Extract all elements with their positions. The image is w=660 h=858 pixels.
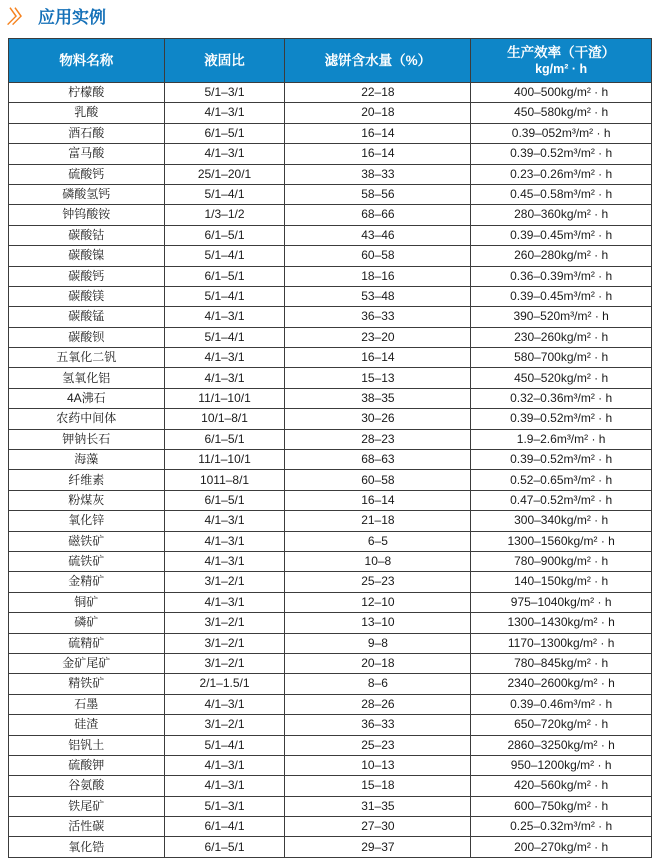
- ratio-cell: 4/1–3/1: [164, 511, 285, 531]
- efficiency-cell: 950–1200kg/m² · h: [471, 755, 652, 775]
- table-row: [9, 613, 652, 633]
- moisture-cell: 20–18: [285, 103, 471, 123]
- material-name-cell: 磁铁矿: [9, 531, 165, 551]
- moisture-cell: 16–14: [285, 348, 471, 368]
- ratio-cell: 5/1–4/1: [164, 735, 285, 755]
- material-name-cell: 酒石酸: [9, 123, 165, 143]
- table-row: [9, 694, 652, 714]
- double-chevron-icon: 〉〉: [6, 7, 29, 27]
- ratio-cell: 11/1–10/1: [164, 388, 285, 408]
- ratio-cell: 4/1–3/1: [164, 694, 285, 714]
- ratio-cell: 11/1–10/1: [164, 450, 285, 470]
- table-row: [9, 266, 652, 286]
- efficiency-cell: 0.39–0.45m³/m² · h: [471, 286, 652, 306]
- header-production-efficiency-unit: kg/m² · h: [535, 62, 588, 77]
- table-row: [9, 123, 652, 143]
- ratio-cell: 6/1–5/1: [164, 123, 285, 143]
- moisture-cell: 8–6: [285, 674, 471, 694]
- moisture-cell: 21–18: [285, 511, 471, 531]
- table-header: [9, 39, 652, 83]
- material-name-cell: 氧化锌: [9, 511, 165, 531]
- efficiency-cell: 0.39–0.45m³/m² · h: [471, 225, 652, 245]
- moisture-cell: 23–20: [285, 327, 471, 347]
- ratio-cell: 3/1–2/1: [164, 613, 285, 633]
- material-name-cell: 碳酸镍: [9, 246, 165, 266]
- moisture-cell: 9–8: [285, 633, 471, 653]
- table-row: [9, 511, 652, 531]
- material-name-cell: 五氧化二钒: [9, 348, 165, 368]
- material-name-cell: 石墨: [9, 694, 165, 714]
- ratio-cell: 6/1–5/1: [164, 266, 285, 286]
- moisture-cell: 28–23: [285, 429, 471, 449]
- material-name-cell: 金精矿: [9, 572, 165, 592]
- material-name-cell: 乳酸: [9, 103, 165, 123]
- ratio-cell: 4/1–3/1: [164, 755, 285, 775]
- ratio-cell: 4/1–3/1: [164, 144, 285, 164]
- moisture-cell: 58–56: [285, 184, 471, 204]
- ratio-cell: 5/1–3/1: [164, 796, 285, 816]
- table-row: [9, 490, 652, 510]
- table-row: [9, 388, 652, 408]
- table-row: [9, 103, 652, 123]
- moisture-cell: 6–5: [285, 531, 471, 551]
- efficiency-cell: 580–700kg/m² · h: [471, 348, 652, 368]
- material-name-cell: 硫酸钾: [9, 755, 165, 775]
- table-row: [9, 205, 652, 225]
- material-name-cell: 碳酸镁: [9, 286, 165, 306]
- ratio-cell: 1011–8/1: [164, 470, 285, 490]
- efficiency-cell: 975–1040kg/m² · h: [471, 592, 652, 612]
- efficiency-cell: 0.45–0.58m³/m² · h: [471, 184, 652, 204]
- ratio-cell: 6/1–5/1: [164, 490, 285, 510]
- table-row: [9, 164, 652, 184]
- material-name-cell: 磷酸氢钙: [9, 184, 165, 204]
- material-name-cell: 硫铁矿: [9, 551, 165, 571]
- moisture-cell: 36–33: [285, 715, 471, 735]
- moisture-cell: 38–33: [285, 164, 471, 184]
- table-row: [9, 735, 652, 755]
- efficiency-cell: 0.39–0.52m³/m² · h: [471, 144, 652, 164]
- efficiency-cell: 0.36–0.39m³/m² · h: [471, 266, 652, 286]
- moisture-cell: 31–35: [285, 796, 471, 816]
- table-row: [9, 184, 652, 204]
- table-row: [9, 776, 652, 796]
- material-name-cell: 碳酸锰: [9, 307, 165, 327]
- moisture-cell: 60–58: [285, 470, 471, 490]
- efficiency-cell: 450–580kg/m² · h: [471, 103, 652, 123]
- ratio-cell: 4/1–3/1: [164, 348, 285, 368]
- ratio-cell: 4/1–3/1: [164, 307, 285, 327]
- table-row: [9, 307, 652, 327]
- efficiency-cell: 450–520kg/m² · h: [471, 368, 652, 388]
- moisture-cell: 10–13: [285, 755, 471, 775]
- table-row: [9, 715, 652, 735]
- material-name-cell: 氧化锆: [9, 837, 165, 857]
- efficiency-cell: 300–340kg/m² · h: [471, 511, 652, 531]
- efficiency-cell: 2860–3250kg/m² · h: [471, 735, 652, 755]
- header-liquid-solid-ratio: 液固比: [164, 39, 285, 83]
- moisture-cell: 10–8: [285, 551, 471, 571]
- efficiency-cell: 2340–2600kg/m² · h: [471, 674, 652, 694]
- moisture-cell: 60–58: [285, 246, 471, 266]
- moisture-cell: 38–35: [285, 388, 471, 408]
- efficiency-cell: 200–270kg/m² · h: [471, 837, 652, 857]
- application-examples-table: [8, 38, 652, 858]
- ratio-cell: 5/1–4/1: [164, 184, 285, 204]
- efficiency-cell: 780–900kg/m² · h: [471, 551, 652, 571]
- material-name-cell: 4A沸石: [9, 388, 165, 408]
- efficiency-cell: 390–520m³/m² · h: [471, 307, 652, 327]
- moisture-cell: 36–33: [285, 307, 471, 327]
- ratio-cell: 3/1–2/1: [164, 572, 285, 592]
- header-production-efficiency-line1: 生产效率（干渣）: [507, 44, 616, 60]
- moisture-cell: 68–66: [285, 205, 471, 225]
- section-title-row: [8, 5, 652, 29]
- ratio-cell: 6/1–4/1: [164, 817, 285, 837]
- ratio-cell: 3/1–2/1: [164, 633, 285, 653]
- efficiency-cell: 0.32–0.36m³/m² · h: [471, 388, 652, 408]
- table-row: [9, 348, 652, 368]
- efficiency-cell: 0.25–0.32m³/m² · h: [471, 817, 652, 837]
- header-material-name: 物料名称: [9, 39, 165, 83]
- ratio-cell: 4/1–3/1: [164, 531, 285, 551]
- material-name-cell: 钟钨酸铵: [9, 205, 165, 225]
- material-name-cell: 铁尾矿: [9, 796, 165, 816]
- ratio-cell: 6/1–5/1: [164, 429, 285, 449]
- moisture-cell: 30–26: [285, 409, 471, 429]
- efficiency-cell: 0.23–0.26m³/m² · h: [471, 164, 652, 184]
- table-row: [9, 817, 652, 837]
- material-name-cell: 活性碳: [9, 817, 165, 837]
- moisture-cell: 25–23: [285, 735, 471, 755]
- table-row: [9, 796, 652, 816]
- material-name-cell: 钾钠长石: [9, 429, 165, 449]
- ratio-cell: 5/1–4/1: [164, 327, 285, 347]
- efficiency-cell: 400–500kg/m² · h: [471, 83, 652, 103]
- table-body: [9, 83, 652, 858]
- table-row: [9, 83, 652, 103]
- moisture-cell: 15–13: [285, 368, 471, 388]
- moisture-cell: 68–63: [285, 450, 471, 470]
- moisture-cell: 15–18: [285, 776, 471, 796]
- ratio-cell: 6/1–5/1: [164, 837, 285, 857]
- efficiency-cell: 650–720kg/m² · h: [471, 715, 652, 735]
- moisture-cell: 12–10: [285, 592, 471, 612]
- table-row: [9, 225, 652, 245]
- material-name-cell: 碳酸钴: [9, 225, 165, 245]
- header-production-efficiency: [471, 39, 652, 83]
- table-row: [9, 572, 652, 592]
- material-name-cell: 纤维素: [9, 470, 165, 490]
- efficiency-cell: 0.39–0.46m³/m² · h: [471, 694, 652, 714]
- ratio-cell: 2/1–1.5/1: [164, 674, 285, 694]
- table-row: [9, 144, 652, 164]
- header-cake-moisture: 滤饼含水量（%）: [285, 39, 471, 83]
- efficiency-cell: 780–845kg/m² · h: [471, 653, 652, 673]
- material-name-cell: 精铁矿: [9, 674, 165, 694]
- material-name-cell: 磷矿: [9, 613, 165, 633]
- ratio-cell: 10/1–8/1: [164, 409, 285, 429]
- material-name-cell: 谷氨酸: [9, 776, 165, 796]
- table-row: [9, 327, 652, 347]
- table-row: [9, 633, 652, 653]
- table-row: [9, 470, 652, 490]
- moisture-cell: 53–48: [285, 286, 471, 306]
- efficiency-cell: 1170–1300kg/m² · h: [471, 633, 652, 653]
- table-row: [9, 551, 652, 571]
- ratio-cell: 4/1–3/1: [164, 551, 285, 571]
- ratio-cell: 5/1–4/1: [164, 246, 285, 266]
- moisture-cell: 16–14: [285, 490, 471, 510]
- material-name-cell: 碳酸钙: [9, 266, 165, 286]
- efficiency-cell: 260–280kg/m² · h: [471, 246, 652, 266]
- efficiency-cell: 0.39–0.52m³/m² · h: [471, 409, 652, 429]
- efficiency-cell: 140–150kg/m² · h: [471, 572, 652, 592]
- efficiency-cell: 420–560kg/m² · h: [471, 776, 652, 796]
- table-row: [9, 286, 652, 306]
- moisture-cell: 43–46: [285, 225, 471, 245]
- efficiency-cell: 230–260kg/m² · h: [471, 327, 652, 347]
- material-name-cell: 柠檬酸: [9, 83, 165, 103]
- efficiency-cell: 0.39–052m³/m² · h: [471, 123, 652, 143]
- material-name-cell: 金矿尾矿: [9, 653, 165, 673]
- table-row: [9, 653, 652, 673]
- ratio-cell: 1/3–1/2: [164, 205, 285, 225]
- table-row: [9, 531, 652, 551]
- moisture-cell: 25–23: [285, 572, 471, 592]
- efficiency-cell: 280–360kg/m² · h: [471, 205, 652, 225]
- ratio-cell: 3/1–2/1: [164, 715, 285, 735]
- moisture-cell: 20–18: [285, 653, 471, 673]
- page-title: 应用实例: [38, 7, 106, 27]
- moisture-cell: 16–14: [285, 123, 471, 143]
- table-row: [9, 755, 652, 775]
- ratio-cell: 4/1–3/1: [164, 368, 285, 388]
- table-header-row: [9, 39, 652, 83]
- ratio-cell: 4/1–3/1: [164, 103, 285, 123]
- table-row: [9, 450, 652, 470]
- ratio-cell: 6/1–5/1: [164, 225, 285, 245]
- table-row: [9, 368, 652, 388]
- efficiency-cell: 600–750kg/m² · h: [471, 796, 652, 816]
- efficiency-cell: 1300–1560kg/m² · h: [471, 531, 652, 551]
- material-name-cell: 硫酸钙: [9, 164, 165, 184]
- efficiency-cell: 0.47–0.52m³/m² · h: [471, 490, 652, 510]
- moisture-cell: 16–14: [285, 144, 471, 164]
- material-name-cell: 农药中间体: [9, 409, 165, 429]
- moisture-cell: 27–30: [285, 817, 471, 837]
- ratio-cell: 3/1–2/1: [164, 653, 285, 673]
- efficiency-cell: 1.9–2.6m³/m² · h: [471, 429, 652, 449]
- moisture-cell: 13–10: [285, 613, 471, 633]
- material-name-cell: 粉煤灰: [9, 490, 165, 510]
- material-name-cell: 铜矿: [9, 592, 165, 612]
- moisture-cell: 29–37: [285, 837, 471, 857]
- moisture-cell: 28–26: [285, 694, 471, 714]
- material-name-cell: 海藻: [9, 450, 165, 470]
- table-row: [9, 409, 652, 429]
- efficiency-cell: 0.39–0.52m³/m² · h: [471, 450, 652, 470]
- table-row: [9, 429, 652, 449]
- table-row: [9, 674, 652, 694]
- ratio-cell: 25/1–20/1: [164, 164, 285, 184]
- moisture-cell: 22–18: [285, 83, 471, 103]
- efficiency-cell: 0.52–0.65m³/m² · h: [471, 470, 652, 490]
- ratio-cell: 5/1–4/1: [164, 286, 285, 306]
- material-name-cell: 碳酸钡: [9, 327, 165, 347]
- table-row: [9, 592, 652, 612]
- material-name-cell: 铝钒土: [9, 735, 165, 755]
- material-name-cell: 硅渣: [9, 715, 165, 735]
- material-name-cell: 硫精矿: [9, 633, 165, 653]
- ratio-cell: 4/1–3/1: [164, 776, 285, 796]
- table-row: [9, 246, 652, 266]
- efficiency-cell: 1300–1430kg/m² · h: [471, 613, 652, 633]
- material-name-cell: 富马酸: [9, 144, 165, 164]
- material-name-cell: 氢氧化铝: [9, 368, 165, 388]
- moisture-cell: 18–16: [285, 266, 471, 286]
- table-row: [9, 837, 652, 857]
- ratio-cell: 5/1–3/1: [164, 83, 285, 103]
- ratio-cell: 4/1–3/1: [164, 592, 285, 612]
